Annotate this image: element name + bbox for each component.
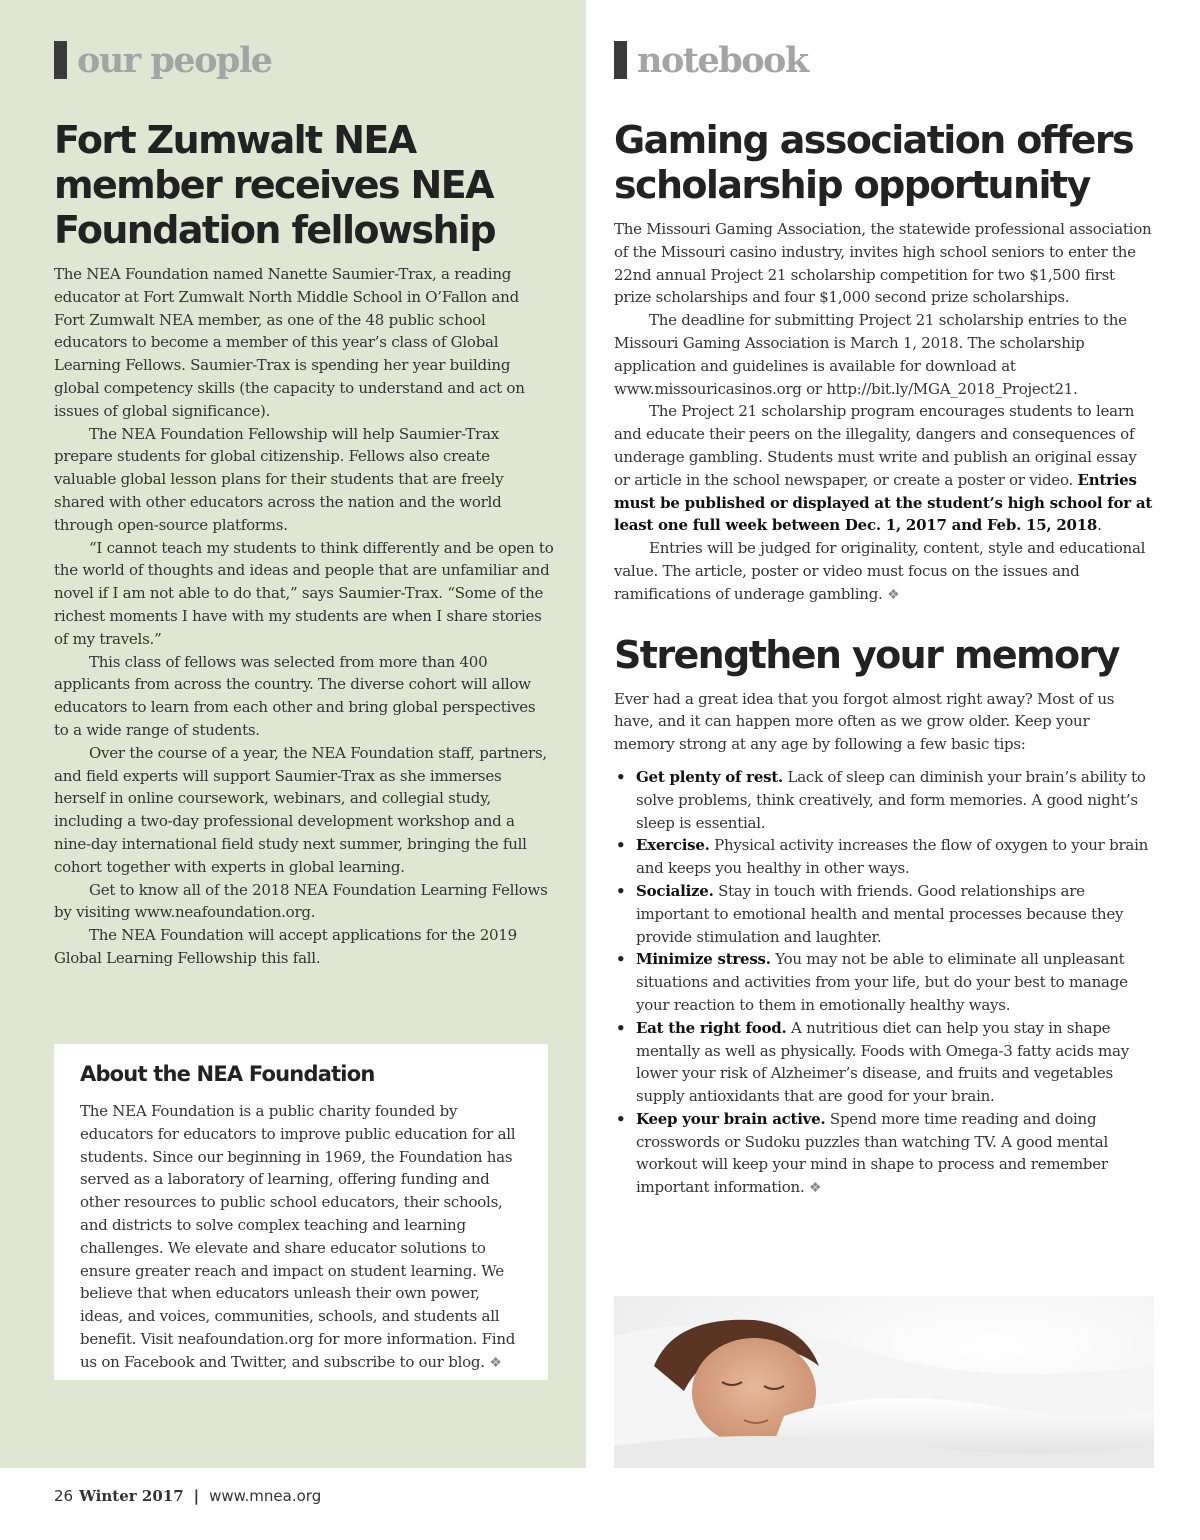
article-headline-fellowship: Fort Zumwalt NEA member receives NEA Foundation fellowship: [54, 118, 495, 252]
list-item: • Get plenty of rest. Lack of sleep can diminish your brain’s ability to solve problems, think creatively, and form memories. A good night’s sleep is essential.: [614, 766, 1154, 834]
paragraph: Entries will be judged for originality, content, style and educational value. The article, poster or video must focus on the issues and ramifications of underage gambling. ❖: [614, 539, 1146, 603]
paragraph: The NEA Foundation will accept applications for the 2019 Global Learning Fellowship this fall.: [54, 926, 517, 967]
page-footer: [54, 1484, 321, 1508]
footer-site-link[interactable]: www.mnea.org: [209, 1487, 322, 1505]
deadline-emphasis: Entries must be published or displayed at the student’s high school for at least one full week between Dec. 1, 2017 and Feb. 15, 2018: [614, 470, 1153, 535]
article-headline-gaming: Gaming association offers scholarship opportunity: [614, 118, 1133, 207]
list-item: • Keep your brain active. Spend more time reading and doing crosswords or Sudoku puzzles than watching TV. A good mental workout will keep your mind in shape to process and remember important information. ❖: [614, 1108, 1154, 1200]
paragraph: The NEA Foundation Fellowship will help Saumier-Trax prepare students for global citizenship. Fellows also create valuable global lesson plans for their students that are freely shared with other educators across the nation and the world through open-source platforms.: [54, 424, 504, 534]
page-number: 26: [54, 1487, 74, 1505]
paragraph: “I cannot teach my students to think differently and be open to the world of thoughts and ideas and people that are unfamiliar and novel if I am not able to do that,” says Saumier-Trax. “Some of the richest moments I have with my students are when I share stories of my travels.”: [54, 538, 554, 648]
section-label-text: our people: [77, 39, 272, 81]
our-people-column: [54, 34, 554, 970]
about-box-title: About the NEA Foundation: [80, 1062, 375, 1086]
list-item: • Minimize stress. You may not be able to eliminate all unpleasant situations and activities from your life, but do your best to manage your reaction to them in emotionally healthy ways.: [614, 948, 1154, 1016]
notebook-column: [614, 34, 1154, 1200]
list-item: • Eat the right food. A nutritious diet can help you stay in shape mentally as well as physically. Foods with Omega-3 fatty acids may lower your risk of Alzheimer’s disease, and fruits and vegetables supply antioxidants that are good for your brain.: [614, 1017, 1154, 1108]
end-ornament-icon: ❖: [887, 586, 900, 603]
article-body-fellowship: [54, 263, 554, 970]
article-body-gaming: [614, 218, 1154, 607]
section-marker-bar: [54, 41, 67, 79]
section-marker-bar: [614, 41, 627, 79]
article-body-memory: [614, 688, 1154, 1201]
paragraph: Over the course of a year, the NEA Foundation staff, partners, and field experts will support Saumier-Trax as she immerses herself in online coursework, webinars, and collegial study, including a two-day professional development workshop and a nine-day international field study next summer, bringing the full cohort together with experts in global learning.: [54, 743, 547, 876]
sleeping-woman-photo: [614, 1296, 1154, 1468]
end-ornament-icon: ❖: [808, 1180, 822, 1197]
paragraph: The Missouri Gaming Association, the statewide professional association of the Missouri casino industry, invites high school seniors to enter the 22nd annual Project 21 scholarship competition for two $1,500 first prize scholarships and four $1,000 second prize scholarships.: [614, 220, 1152, 307]
end-ornament-icon: ❖: [489, 1354, 502, 1371]
paragraph: The deadline for submitting Project 21 scholarship entries to the Missouri Gaming Association is March 1, 2018. The scholarship application and guidelines is available for download at www.missouricasinos.org or http://bit.ly/MGA_2018_Project21.: [614, 311, 1127, 398]
paragraph: The NEA Foundation named Nanette Saumier-Trax, a reading educator at Fort Zumwalt North Middle School in O’Fallon and Fort Zumwalt NEA member, as one of the 48 public school educators to become a member of this year’s class of Global Learning Fellows. Saumier-Trax is spending her year building global competency skills (the capacity to understand and act on issues of global significance).: [54, 265, 525, 420]
about-box-text: The NEA Foundation is a public charity founded by educators for educators to improve public education for all students. Since our beginning in 1969, the Foundation has served as a laboratory of learning, offering funding and other resources to public school educators, their schools, and districts to solve complex teaching and learning challenges. We elevate and share educator solutions to ensure greater reach and impact on student learning. We believe that when educators unleash their own power, ideas, and voices, communities, schools, and students all benefit. Visit neafoundation.org for more information. Find us on Facebook and Twitter, and subscribe to our blog. ❖: [80, 1102, 516, 1371]
issue-label: Winter 2017: [79, 1487, 184, 1505]
paragraph: The Project 21 scholarship program encourages students to learn and educate their peers on the illegality, dangers and consequences of underage gambling. Students must write and publish an original essay or article in the school newspaper, or create a poster or video. Entries must be published or displayed at the student’s high school for at least one full week between Dec. 1, 2017 and Feb. 15, 2018.: [614, 402, 1153, 535]
paragraph: This class of fellows was selected from more than 400 applicants from across the country. The diverse cohort will allow educators to learn from each other and bring global perspectives to a wide range of students.: [54, 652, 536, 739]
memory-tips-list: [614, 766, 1154, 1200]
section-label-text: notebook: [637, 39, 808, 81]
footer-separator: |: [193, 1487, 200, 1505]
list-item: • Socialize. Stay in touch with friends. Good relationships are important to emotional health and mental processes because they provide stimulation and laughter.: [614, 880, 1154, 948]
section-label-our-people: [54, 34, 554, 86]
paragraph: Get to know all of the 2018 NEA Foundation Learning Fellows by visiting www.neafoundation.org.: [54, 880, 548, 922]
sleeping-woman-illustration: [614, 1296, 1154, 1468]
list-item: • Exercise. Physical activity increases the flow of oxygen to your brain and keeps you healthy in other ways.: [614, 834, 1154, 880]
about-nea-foundation-box: [54, 1044, 548, 1380]
memory-intro: Ever had a great idea that you forgot almost right away? Most of us have, and it can happen more often as we grow older. Keep your memory strong at any age by following a few basic tips:: [614, 689, 1115, 754]
article-headline-memory: Strengthen your memory: [614, 632, 1119, 677]
section-label-notebook: [614, 34, 1154, 86]
